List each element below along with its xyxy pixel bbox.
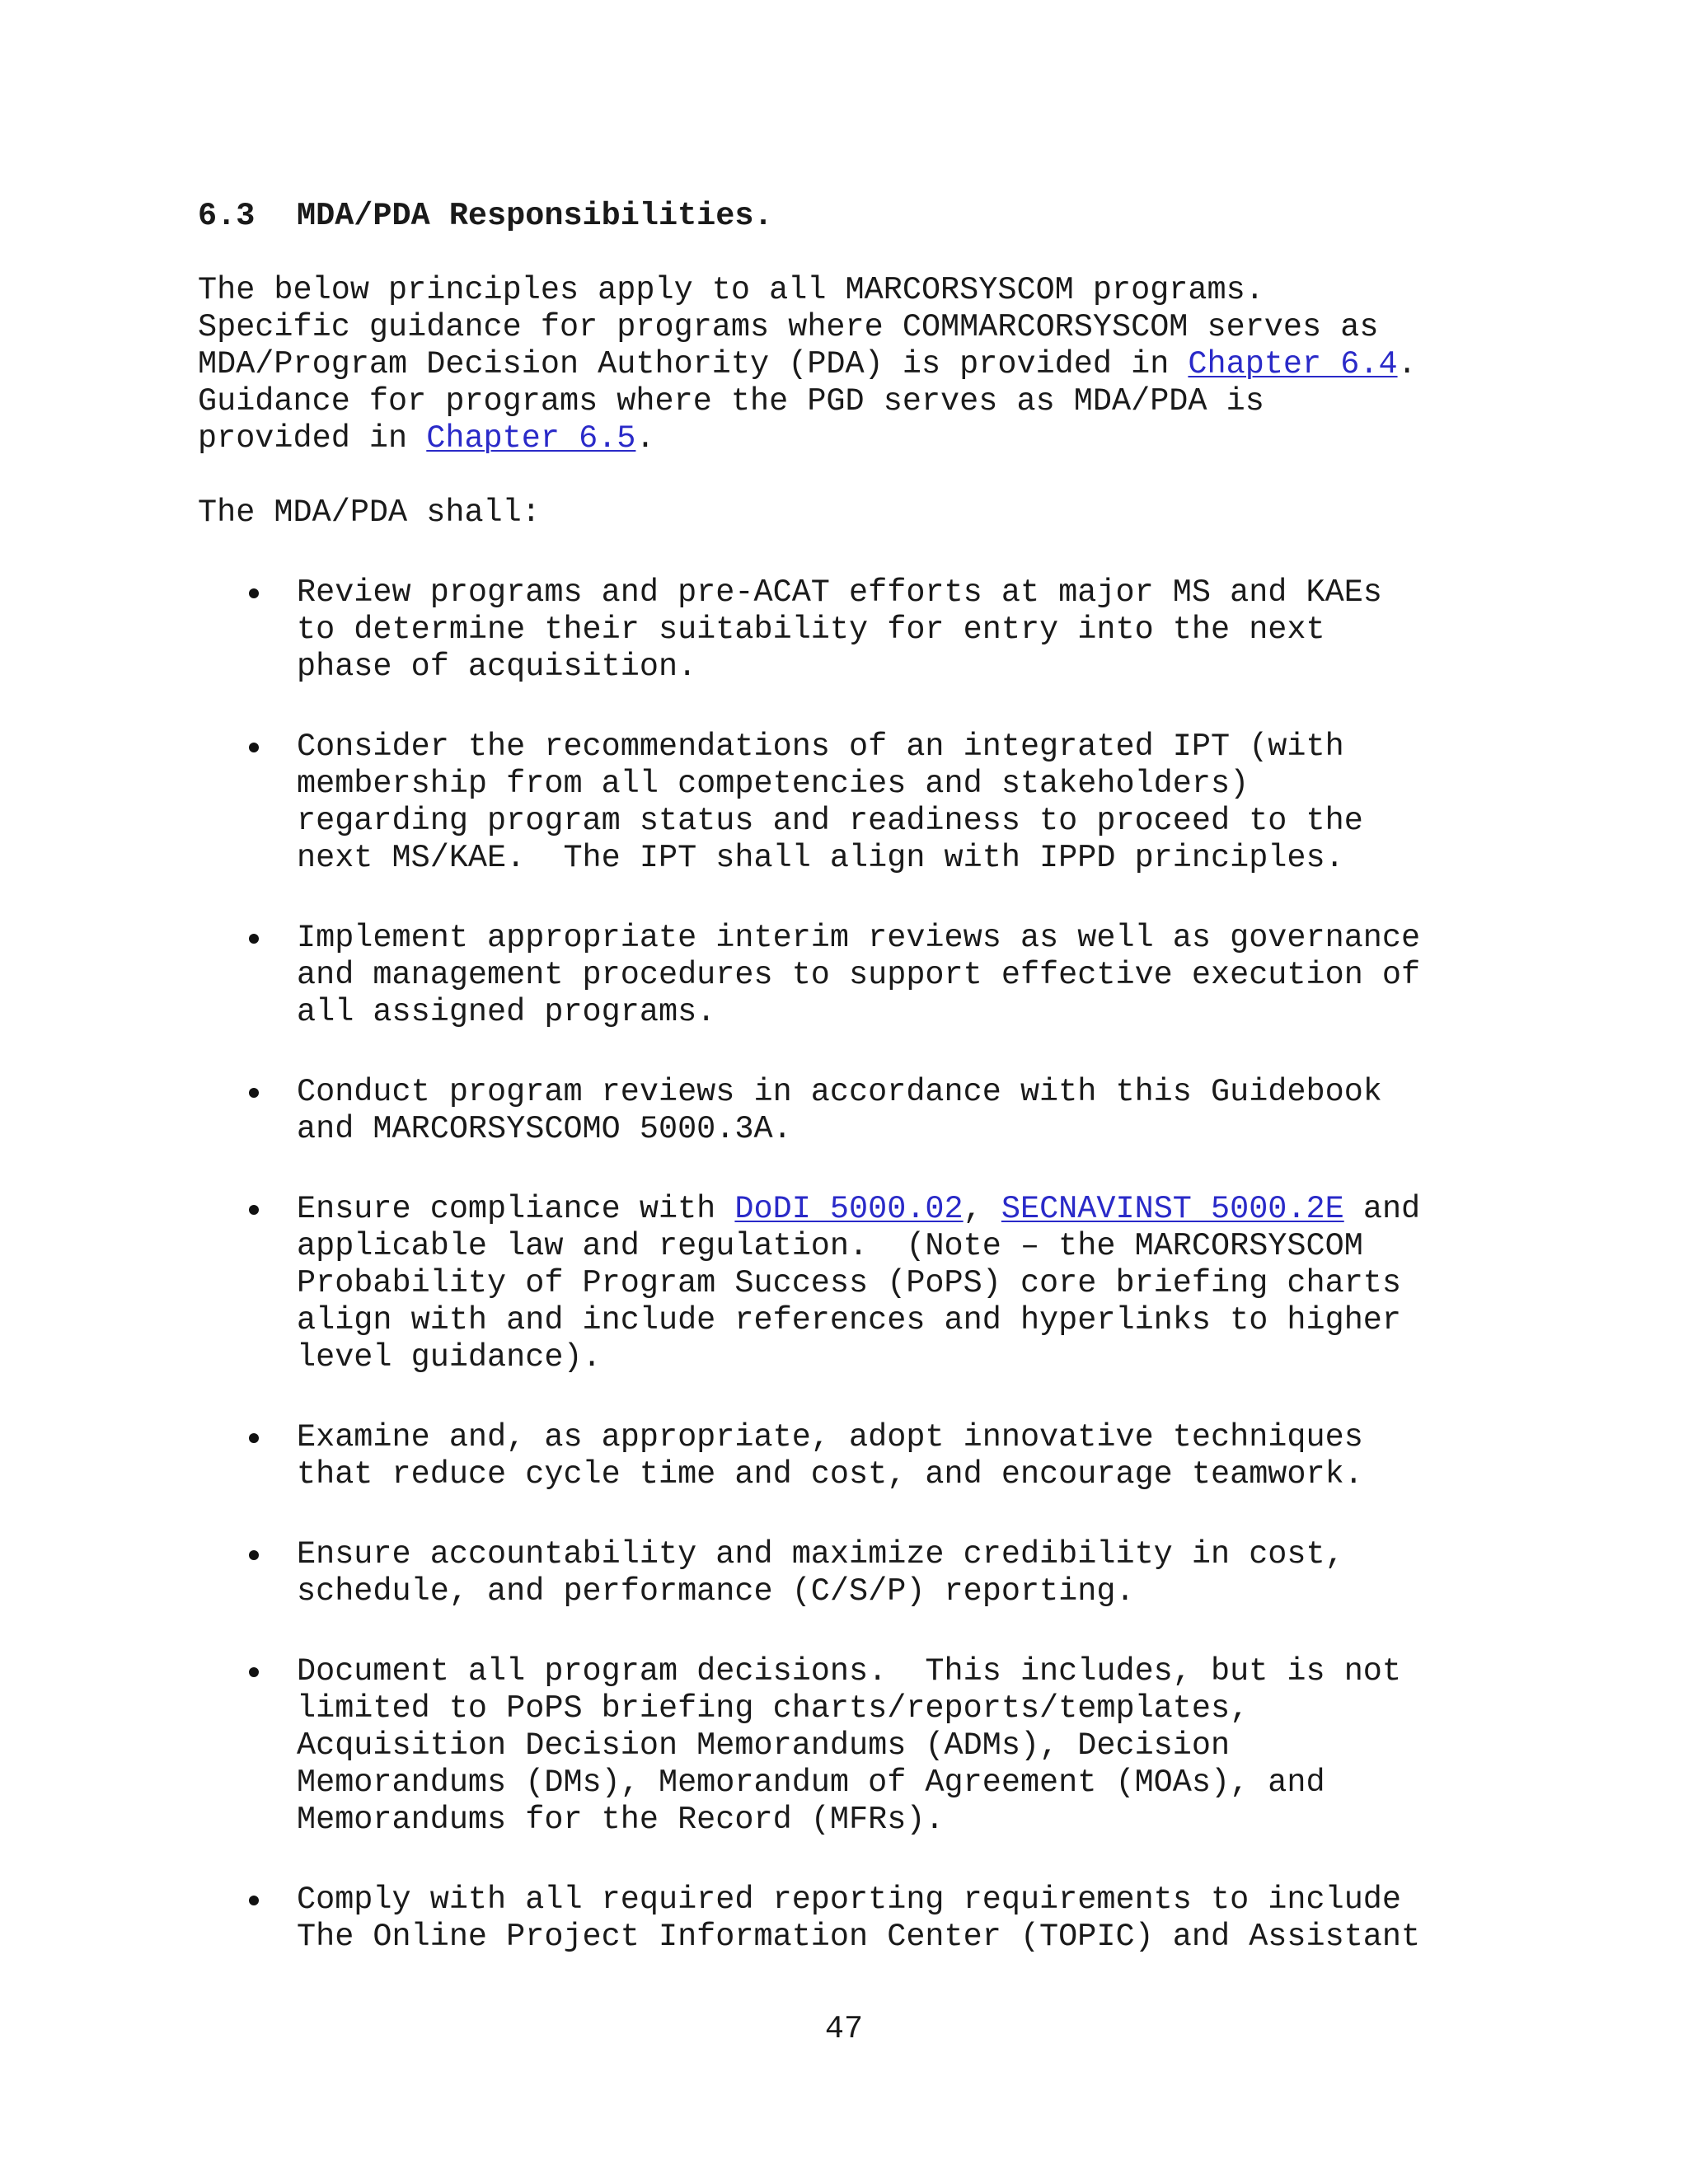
list-item-line: to determine their suitability for entry into the next	[297, 612, 1325, 648]
list-item-line: and management procedures to support effective execution of	[297, 957, 1421, 993]
bullet-icon	[249, 1550, 259, 1560]
list-item-line: membership from all competencies and stakeholders)	[297, 766, 1250, 802]
section-title: MDA/PDA Responsibilities.	[297, 198, 773, 234]
list-item	[198, 1653, 1500, 1839]
intro-text: .	[635, 420, 655, 457]
secnavinst-5000-2e-link[interactable]: SECNAVINST 5000.2E	[1001, 1191, 1344, 1227]
intro-line: Guidance for programs where the PGD serves as MDA/PDA is	[198, 383, 1264, 419]
list-item-line: that reduce cycle time and cost, and encourage teamwork.	[297, 1456, 1363, 1493]
list-item-line: next MS/KAE. The IPT shall align with IPPD principles.	[297, 840, 1344, 876]
list-item-line: regarding program status and readiness to proceed to the	[297, 803, 1363, 839]
bullet-icon	[249, 588, 259, 598]
intro-line	[198, 420, 1500, 457]
shall-statement: The MDA/PDA shall:	[198, 494, 541, 531]
list-item-text: Ensure compliance with	[297, 1191, 735, 1227]
list-item-text: and	[1343, 1191, 1421, 1227]
list-item-line: Probability of Program Success (PoPS) core briefing charts	[297, 1265, 1402, 1301]
list-item-line: The Online Project Information Center (TOPIC) and Assistant	[297, 1919, 1421, 1955]
list-item-line: Conduct program reviews in accordance with this Guidebook	[297, 1074, 1382, 1110]
list-item-line: all assigned programs.	[297, 994, 716, 1030]
list-item	[198, 1419, 1500, 1493]
dodi-5000-02-link[interactable]: DoDI 5000.02	[734, 1191, 964, 1227]
list-item	[198, 1882, 1500, 1956]
list-item	[198, 1536, 1500, 1610]
list-item-line: Acquisition Decision Memorandums (ADMs), Decision	[297, 1727, 1231, 1764]
intro-text: .	[1397, 346, 1417, 382]
chapter-6-5-link[interactable]: Chapter 6.5	[426, 420, 636, 457]
bullet-icon	[249, 1433, 259, 1443]
bullet-icon	[249, 1088, 259, 1098]
list-item-line	[297, 1191, 1500, 1228]
list-item-line: and MARCORSYSCOMO 5000.3A.	[297, 1111, 792, 1147]
list-item	[198, 729, 1500, 877]
list-item-line: Review programs and pre-ACAT efforts at major MS and KAEs	[297, 574, 1382, 611]
list-item-line: align with and include references and hyperlinks to higher	[297, 1302, 1402, 1338]
list-item-line: phase of acquisition.	[297, 649, 697, 685]
list-item	[198, 574, 1500, 686]
list-item-line: Memorandums (DMs), Memorandum of Agreement (MOAs), and	[297, 1765, 1325, 1801]
bullet-icon	[249, 1667, 259, 1677]
intro-line: Specific guidance for programs where COMMARCORSYSCOM serves as	[198, 309, 1379, 345]
list-item	[198, 920, 1500, 1031]
bullet-icon	[249, 1205, 259, 1215]
page-number: 47	[824, 2011, 864, 2047]
list-item-line: Examine and, as appropriate, adopt innovative techniques	[297, 1419, 1363, 1455]
intro-line	[198, 346, 1500, 383]
document-page	[198, 198, 1500, 1999]
bullet-icon	[249, 1896, 259, 1905]
section-number: 6.3	[198, 198, 256, 234]
intro-paragraph	[198, 272, 1500, 457]
intro-text: MDA/Program Decision Authority (PDA) is provided in	[198, 346, 1189, 382]
list-item-line: Consider the recommendations of an integrated IPT (with	[297, 729, 1344, 765]
list-item-line: Document all program decisions. This includes, but is not	[297, 1653, 1402, 1690]
list-item-line: Ensure accountability and maximize credibility in cost,	[297, 1536, 1344, 1572]
responsibilities-list	[198, 574, 1500, 1956]
section-heading	[198, 198, 1500, 235]
list-item-line: Implement appropriate interim reviews as well as governance	[297, 920, 1421, 956]
list-item	[198, 1191, 1500, 1376]
list-item-line: limited to PoPS briefing charts/reports/templates,	[297, 1690, 1250, 1727]
bullet-icon	[249, 743, 259, 752]
intro-text: provided in	[198, 420, 427, 457]
list-item-text: ,	[963, 1191, 1001, 1227]
list-item-line: Comply with all required reporting requirements to include	[297, 1882, 1402, 1918]
list-item-line: level guidance).	[297, 1339, 602, 1376]
list-item-line: Memorandums for the Record (MFRs).	[297, 1802, 945, 1838]
list-item-line: schedule, and performance (C/S/P) reporting.	[297, 1573, 1135, 1610]
bullet-icon	[249, 934, 259, 944]
intro-line: The below principles apply to all MARCORSYSCOM programs.	[198, 272, 1264, 308]
list-item	[198, 1074, 1500, 1148]
list-item-line: applicable law and regulation. (Note – the MARCORSYSCOM	[297, 1228, 1363, 1264]
chapter-6-4-link[interactable]: Chapter 6.4	[1188, 346, 1398, 382]
